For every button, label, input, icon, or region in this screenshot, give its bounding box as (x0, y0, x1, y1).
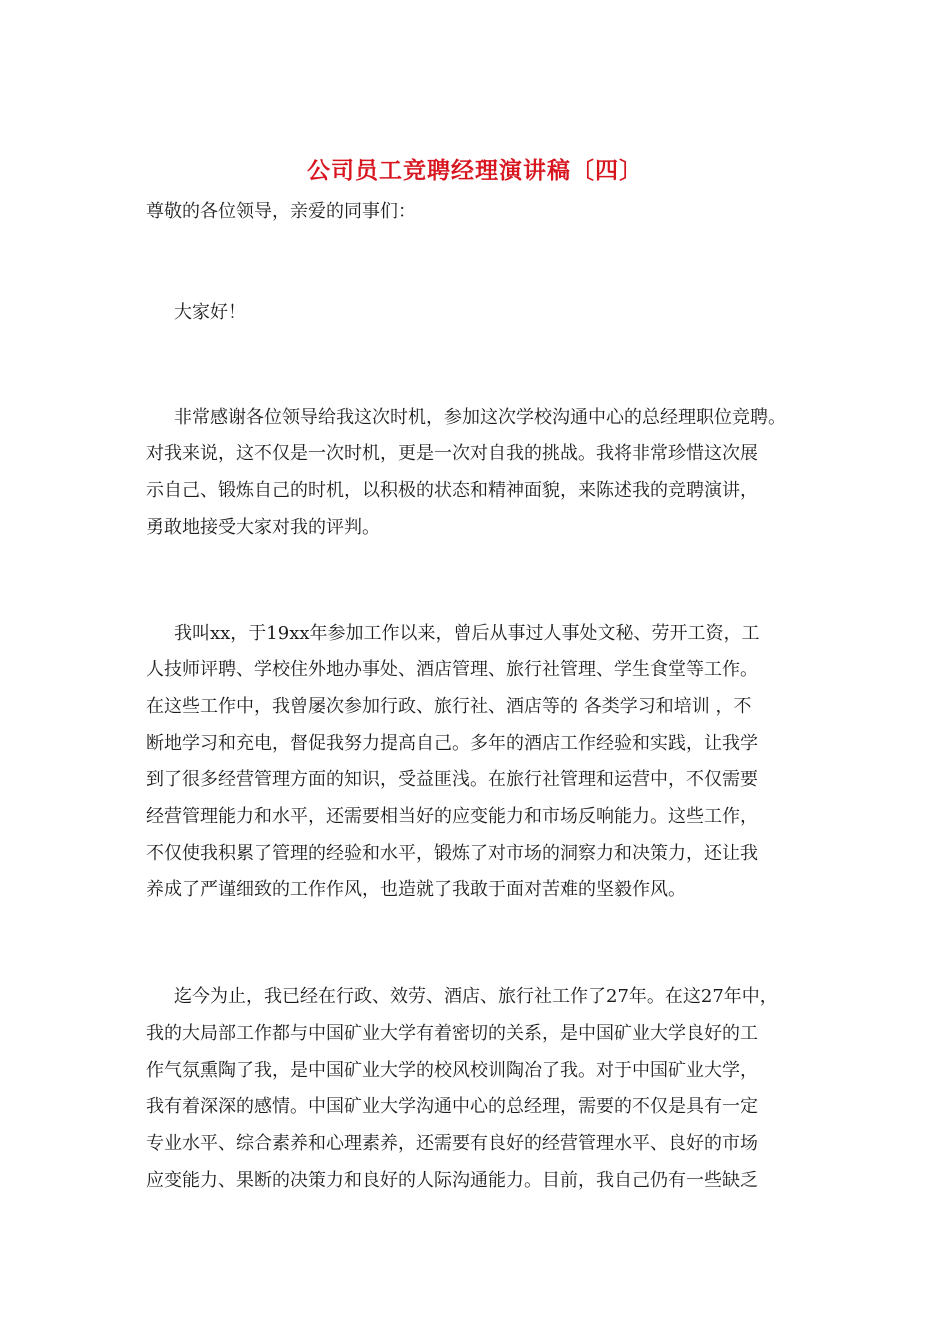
paragraph-2-line-1: 我叫xx，于19xx年参加工作以来，曾后从事过人事处文秘、劳开工资，工 (174, 623, 760, 644)
paragraph-2-line-3: 在这些工作中，我曾屡次参加行政、旅行社、酒店等的 各类学习和培训 ，不 (146, 696, 752, 717)
paragraph-1-line-3: 示自己、锻炼自己的时机，以积极的状态和精神面貌，来陈述我的竞聘演讲， (146, 480, 758, 501)
salutation: 尊敬的各位领导，亲爱的同事们： (146, 201, 416, 222)
paragraph-1-line-4: 勇敢地接受大家对我的评判。 (146, 517, 380, 538)
paragraph-2-line-7: 不仅使我积累了管理的经验和水平，锻炼了对市场的洞察力和决策力，还让我 (146, 843, 758, 864)
paragraph-2-line-5: 到了很多经营管理方面的知识，受益匪浅。在旅行社管理和运营中，不仅需要 (146, 769, 758, 790)
paragraph-3-line-3: 作气氛熏陶了我，是中国矿业大学的校风校训陶冶了我。对于中国矿业大学， (146, 1060, 758, 1081)
paragraph-3-line-6: 应变能力、果断的决策力和良好的人际沟通能力。目前，我自己仍有一些缺乏 (146, 1170, 758, 1191)
paragraph-3-line-1: 迄今为止，我已经在行政、效劳、酒店、旅行社工作了27年。在这27年中， (174, 986, 778, 1007)
paragraph-2-line-4: 断地学习和充电，督促我努力提高自己。多年的酒店工作经验和实践，让我学 (146, 733, 758, 754)
paragraph-1-line-1: 非常感谢各位领导给我这次时机，参加这次学校沟通中心的总经理职位竞聘。 (174, 407, 786, 428)
paragraph-3-line-5: 专业水平、综合素养和心理素养，还需要有良好的经营管理水平、良好的市场 (146, 1133, 758, 1154)
paragraph-2-line-2: 人技师评聘、学校住外地办事处、酒店管理、旅行社管理、学生食堂等工作。 (146, 659, 758, 680)
paragraph-2-line-8: 养成了严谨细致的工作作风，也造就了我敢于面对苦难的坚毅作风。 (146, 879, 686, 900)
paragraph-3-line-2: 我的大局部工作都与中国矿业大学有着密切的关系，是中国矿业大学良好的工 (146, 1023, 758, 1044)
paragraph-2-line-6: 经营管理能力和水平，还需要相当好的应变能力和市场反响能力。这些工作， (146, 806, 758, 827)
paragraph-3-line-4: 我有着深深的感情。中国矿业大学沟通中心的总经理，需要的不仅是具有一定 (146, 1096, 758, 1117)
paragraph-1-line-2: 对我来说，这不仅是一次时机，更是一次对自我的挑战。我将非常珍惜这次展 (146, 443, 758, 464)
greeting: 大家好！ (174, 302, 246, 323)
document-title: 公司员工竞聘经理演讲稿〔四〕 (307, 158, 643, 184)
